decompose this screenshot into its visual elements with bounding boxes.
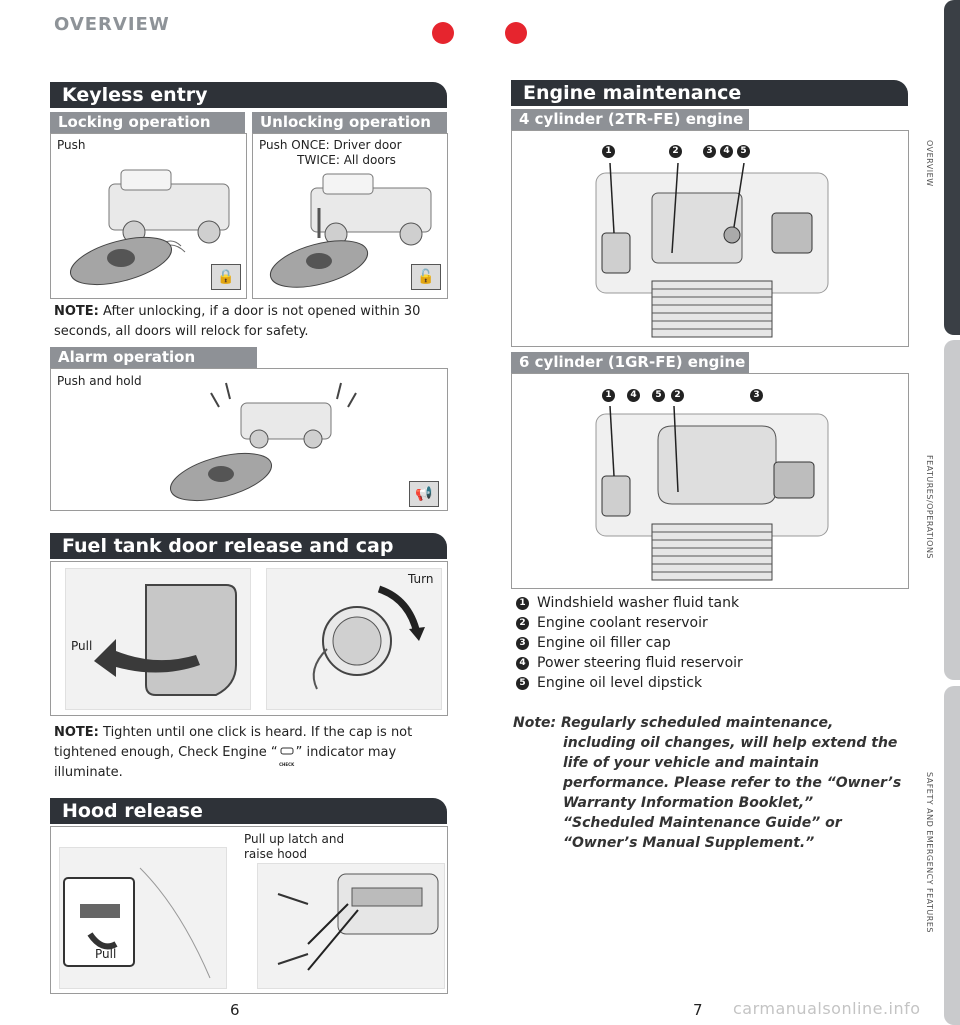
fuel-note-text-1: Tighten until one click is heard. If the cap is not tightened enough, Check Engine “ — [54, 725, 413, 760]
four-cylinder-heading: 4 cylinder (2TR-FE) engine — [511, 109, 749, 130]
legend-item — [516, 593, 906, 613]
engine-marker: 4 — [627, 389, 640, 402]
alarm-panel — [50, 368, 448, 511]
side-label-safety: SAFETY AND EMERGENCY FEATURES — [925, 772, 934, 933]
legend-text: Engine oil filler cap — [537, 635, 671, 651]
tab-overview[interactable] — [944, 0, 960, 335]
fuel-door-illustration — [65, 568, 251, 710]
six-cylinder-panel — [511, 373, 909, 589]
legend-text: Windshield washer fluid tank — [537, 595, 740, 611]
fuel-note — [54, 723, 446, 783]
fuel-note-text-2: ” indicator may illuminate. — [54, 745, 397, 780]
legend-number: 5 — [516, 677, 529, 690]
six-cylinder-heading: 6 cylinder (1GR-FE) engine — [511, 352, 749, 373]
maintenance-note: Note: Regularly scheduled maintenance, including oil changes, will help extend the life of your vehicle and maintain performance. Please refer to the “Owner’s Warranty Information Booklet,” “Scheduled Maintenance Guide” or “Owner’s Manual Supplement.” — [513, 715, 902, 851]
alarm-operation-heading: Alarm operation — [50, 347, 257, 368]
unlocking-caption: Push ONCE: Driver door TWICE: All doors — [259, 138, 402, 167]
six-cylinder-engine-illustration — [592, 406, 832, 586]
legend-item — [516, 653, 906, 673]
hood-panel — [50, 826, 448, 994]
fuel-note-label: NOTE: — [54, 725, 99, 740]
keyless-entry-heading: Keyless entry — [50, 82, 447, 108]
alarm-illustration — [151, 373, 391, 507]
lock-icon: 🔒 — [211, 264, 241, 290]
hood-lever-illustration — [59, 847, 227, 989]
hood-pull-label: Pull — [95, 947, 117, 961]
page-number-right: 7 — [693, 1001, 703, 1019]
hood-latch-illustration — [257, 863, 445, 989]
tab-safety-emergency[interactable] — [944, 686, 960, 1025]
fuel-panel — [50, 561, 448, 716]
locking-caption: Push — [57, 138, 86, 152]
check-engine-icon: CHECK — [278, 746, 296, 760]
page-number-left: 6 — [230, 1001, 240, 1019]
legend-number: 4 — [516, 657, 529, 670]
keyless-note-text: After unlocking, if a door is not opened within 30 seconds, all doors will relock for safety. — [54, 304, 421, 339]
engine-maintenance-heading: Engine maintenance — [511, 80, 908, 106]
keyless-note-label: NOTE: — [54, 304, 99, 319]
unlocking-operation-heading: Unlocking operation — [252, 112, 447, 133]
legend-number: 3 — [516, 637, 529, 650]
hood-latch-caption: Pull up latch and raise hood — [244, 832, 345, 861]
fuel-tank-heading: Fuel tank door release and cap — [50, 533, 447, 559]
hood-release-heading: Hood release — [50, 798, 447, 824]
legend-text: Power steering fluid reservoir — [537, 655, 743, 671]
alarm-caption: Push and hold — [57, 374, 142, 388]
locking-operation-heading: Locking operation — [50, 112, 245, 133]
fuel-pull-label: Pull — [71, 639, 93, 653]
engine-marker: 2 — [671, 389, 684, 402]
keyless-note — [54, 302, 446, 342]
side-label-overview: OVERVIEW — [925, 140, 934, 187]
engine-marker: 1 — [602, 145, 615, 158]
engine-marker: 2 — [669, 145, 682, 158]
legend-number: 2 — [516, 617, 529, 630]
engine-marker: 5 — [652, 389, 665, 402]
watermark: carmanualsonline.info — [733, 999, 921, 1018]
legend-item — [516, 673, 906, 693]
registration-dot — [432, 22, 454, 44]
legend-text: Engine coolant reservoir — [537, 615, 708, 631]
locking-panel — [50, 133, 247, 299]
legend-text: Engine oil level dipstick — [537, 675, 703, 691]
engine-marker: 3 — [703, 145, 716, 158]
tab-features-operations[interactable] — [944, 340, 960, 680]
legend-item — [516, 633, 906, 653]
engine-marker: 4 — [720, 145, 733, 158]
unlocking-panel — [252, 133, 448, 299]
fuel-cap-illustration — [266, 568, 442, 710]
engine-legend — [516, 593, 906, 693]
four-cylinder-engine-illustration — [592, 163, 832, 343]
page-title: OVERVIEW — [54, 14, 170, 35]
engine-marker: 1 — [602, 389, 615, 402]
fuel-turn-label: Turn — [408, 572, 434, 586]
engine-marker: 5 — [737, 145, 750, 158]
legend-number: 1 — [516, 597, 529, 610]
panic-horn-icon: 📢 — [409, 481, 439, 507]
registration-dot — [505, 22, 527, 44]
legend-item — [516, 613, 906, 633]
unlock-icon: 🔓 — [411, 264, 441, 290]
side-label-features: FEATURES/OPERATIONS — [925, 455, 934, 560]
engine-marker: 3 — [750, 389, 763, 402]
four-cylinder-panel — [511, 130, 909, 347]
